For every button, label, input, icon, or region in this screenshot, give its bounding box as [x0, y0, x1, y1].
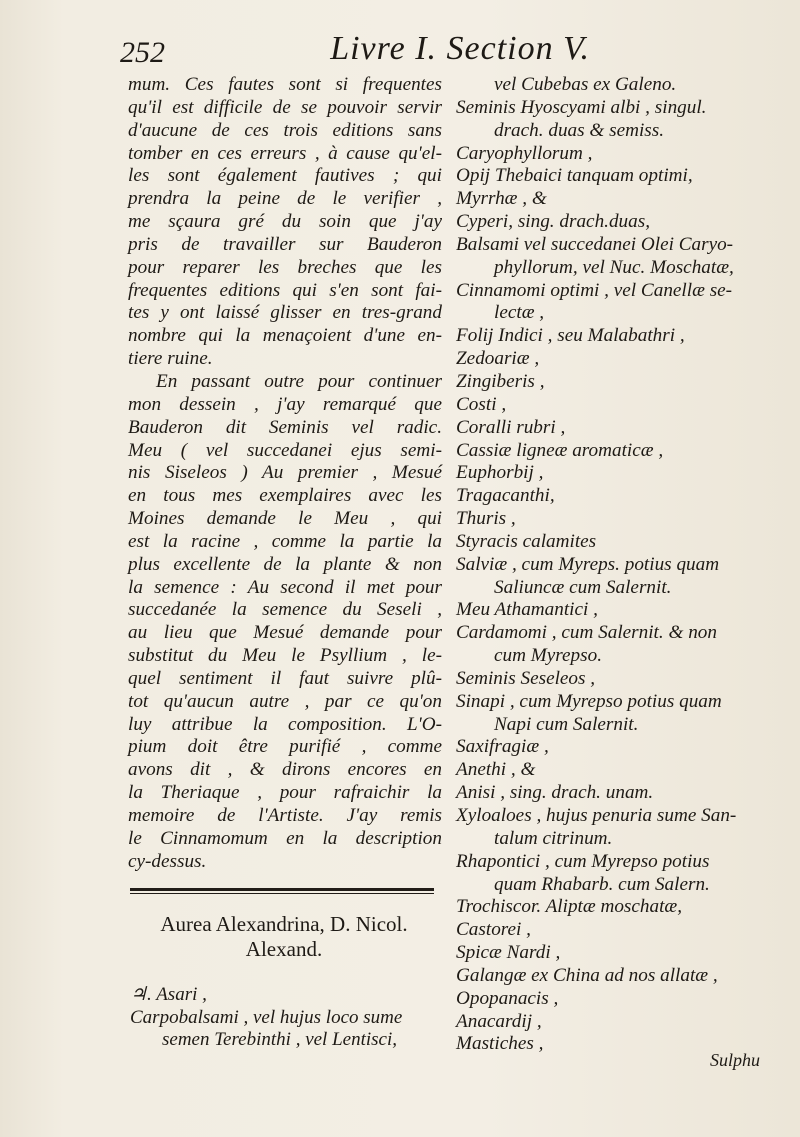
left-column-text: [128, 74, 442, 874]
ingredient-line: Trochiscor. Aliptæ moschatæ,: [456, 896, 683, 918]
ingredient-line: Mastiches ,: [456, 1033, 544, 1055]
text-line: luy attribue la composition. L'O-: [128, 713, 442, 735]
text-line: pium doit être purifié , comme: [128, 736, 442, 758]
section-divider-thin: [130, 893, 434, 894]
right-column-ingredients: [456, 74, 766, 1056]
ingredient-line: Saxifragiæ ,: [456, 736, 549, 758]
text-line: nombre qui la menaçoient d'une en-: [128, 325, 442, 347]
ingredient-line: Opopanacis ,: [456, 987, 559, 1009]
text-line: tiere ruine.: [128, 348, 213, 370]
ingredient-line: lectæ ,: [494, 302, 545, 324]
ingredient-line: Tragacanthi,: [456, 485, 555, 507]
text-line: quel sentiment il faut suivre plû-: [128, 667, 442, 689]
ingredient-line: Cyperi, sing. drach.duas,: [456, 211, 651, 233]
ingredient-line: Xyloaloes , hujus penuria sume San-: [456, 805, 737, 826]
text-line: cy-dessus.: [128, 850, 207, 872]
page-header: [120, 30, 590, 74]
text-line: d'aucune de ces trois editions sans: [128, 119, 442, 141]
ingredient-line: semen Terebinthi , vel Lentisci,: [162, 1029, 398, 1050]
ingredient-line: Salviæ , cum Myreps. potius quam: [456, 553, 720, 575]
ingredient-line: Opij Thebaici tanquam optimi,: [456, 165, 693, 187]
ingredient-line: Galangæ ex China ad nos allatæ ,: [456, 964, 718, 986]
text-line: est la racine , comme la partie la: [128, 530, 442, 552]
ingredient-line: Myrrhæ , &: [456, 188, 547, 210]
recipe-heading-line: Alexand.: [245, 937, 323, 961]
ingredient-line: Seminis Seseleos ,: [456, 667, 596, 689]
ingredient-line: Cassiæ ligneæ aromaticæ ,: [456, 439, 664, 461]
text-line: qu'il est difficile de se pouvoir servir: [128, 96, 442, 118]
text-line: Moines demande le Meu , qui: [128, 508, 442, 530]
running-title: Livre I. Section V.: [330, 30, 590, 67]
ingredient-line: Spicæ Nardi ,: [456, 942, 561, 964]
text-line: Meu ( vel succedanei ejus semi-: [128, 439, 442, 461]
section-divider: [130, 888, 434, 891]
ingredient-line: Zingiberis ,: [456, 370, 545, 392]
ingredient-line: Cardamomi , cum Salernit. & non: [456, 622, 717, 644]
text-line: pour reparer les breches que les: [128, 256, 442, 278]
ingredient-line: Rhapontici , cum Myrepso potius: [456, 850, 710, 872]
ingredient-line: quam Rhabarb. cum Salern.: [494, 873, 710, 895]
text-line: tot qu'aucun autre , par ce qu'on: [128, 690, 442, 712]
ingredient-line: vel Cubebas ex Galeno.: [494, 74, 677, 95]
text-line: nis Siseleos ) Au premier , Mesué: [128, 462, 442, 484]
text-line: en tous mes exemplaires avec les: [128, 485, 442, 507]
text-line: substitut du Meu le Psyllium , le-: [128, 645, 442, 667]
ingredient-line: Thuris ,: [456, 508, 516, 530]
ingredient-line: Anethi , &: [456, 759, 536, 781]
recipe-heading-line: Aurea Alexandrina, D. Nicol.: [160, 912, 408, 936]
text-line: au lieu que Mesué demande pour: [128, 622, 442, 644]
ingredient-line: Sinapi , cum Myrepso potius quam: [456, 690, 722, 712]
ingredient-line: Euphorbij ,: [456, 462, 544, 484]
text-line: prendra la peine de le verifier ,: [128, 188, 442, 210]
ingredient-line: Carpobalsami , vel hujus loco sume: [130, 1006, 403, 1028]
text-line: me sçaura gré du soin que j'ay: [128, 211, 442, 233]
text-line: la semence : Au second il met pour: [128, 576, 442, 598]
ingredient-line: drach. duas & semiss.: [494, 119, 665, 141]
text-line: mum. Ces fautes sont si frequentes: [128, 74, 442, 95]
text-line: memoire de l'Artiste. J'ay remis: [128, 805, 442, 826]
text-line: les sont également fautives ; qui: [128, 165, 442, 187]
text-line: avons dit , & dirons encores en: [128, 759, 442, 781]
text-line: tomber en ces erreurs , à cause qu'el-: [128, 142, 442, 164]
text-line: succedanée la semence du Seseli ,: [128, 599, 442, 621]
ingredient-line: Castorei ,: [456, 919, 531, 941]
ingredient-line: Seminis Hyoscyami albi , singul.: [456, 96, 707, 118]
ingredient-line: Anisi , sing. drach. unam.: [456, 782, 654, 804]
ingredient-line: Anacardij ,: [456, 1010, 542, 1032]
ingredient-line: Zedoariæ ,: [456, 348, 540, 370]
ingredient-line: Styracis calamites: [456, 530, 597, 552]
ingredient-line: ♃. Asari ,: [130, 984, 207, 1005]
text-line: plus excellente de la plante & non: [128, 553, 442, 575]
recipe-heading: [128, 912, 440, 962]
ingredient-line: Saliuncæ cum Salernit.: [494, 576, 672, 598]
ingredient-line: Caryophyllorum ,: [456, 142, 593, 164]
text-line: tes y ont laissé glisser en tres-grand: [128, 302, 442, 324]
ingredient-line: Cinnamomi optimi , vel Canellæ se-: [456, 279, 733, 301]
paragraph-start-line: En passant outre pour continuer: [156, 370, 442, 392]
text-line: le Cinnamomum en la description: [128, 827, 442, 849]
ingredient-line: Meu Athamantici ,: [456, 599, 598, 621]
text-line: la Theriaque , pour rafraichir la: [128, 782, 442, 804]
ingredient-line: Napi cum Salernit.: [494, 713, 639, 735]
text-line: mon dessein , j'ay remarqué que: [128, 393, 442, 415]
recipe-ingredients-left: [130, 984, 446, 1052]
ingredient-line: cum Myrepso.: [494, 645, 602, 667]
ingredient-line: phyllorum, vel Nuc. Moschatæ,: [494, 256, 734, 278]
ingredient-line: Costi ,: [456, 393, 507, 415]
ingredient-line: Coralli rubri ,: [456, 416, 566, 438]
ingredient-line: talum citrinum.: [494, 827, 613, 849]
page-number: 252: [120, 36, 165, 69]
text-line: pris de travailler sur Bauderon: [128, 233, 442, 255]
catchword: Sulphu: [709, 1050, 760, 1070]
ingredient-line: Folij Indici , seu Malabathri ,: [456, 325, 685, 347]
text-line: frequentes editions qui s'en sont fai-: [128, 279, 442, 301]
text-line: Bauderon dit Seminis vel radic.: [128, 416, 442, 438]
ingredient-line: Balsami vel succedanei Olei Caryo-: [456, 233, 734, 255]
